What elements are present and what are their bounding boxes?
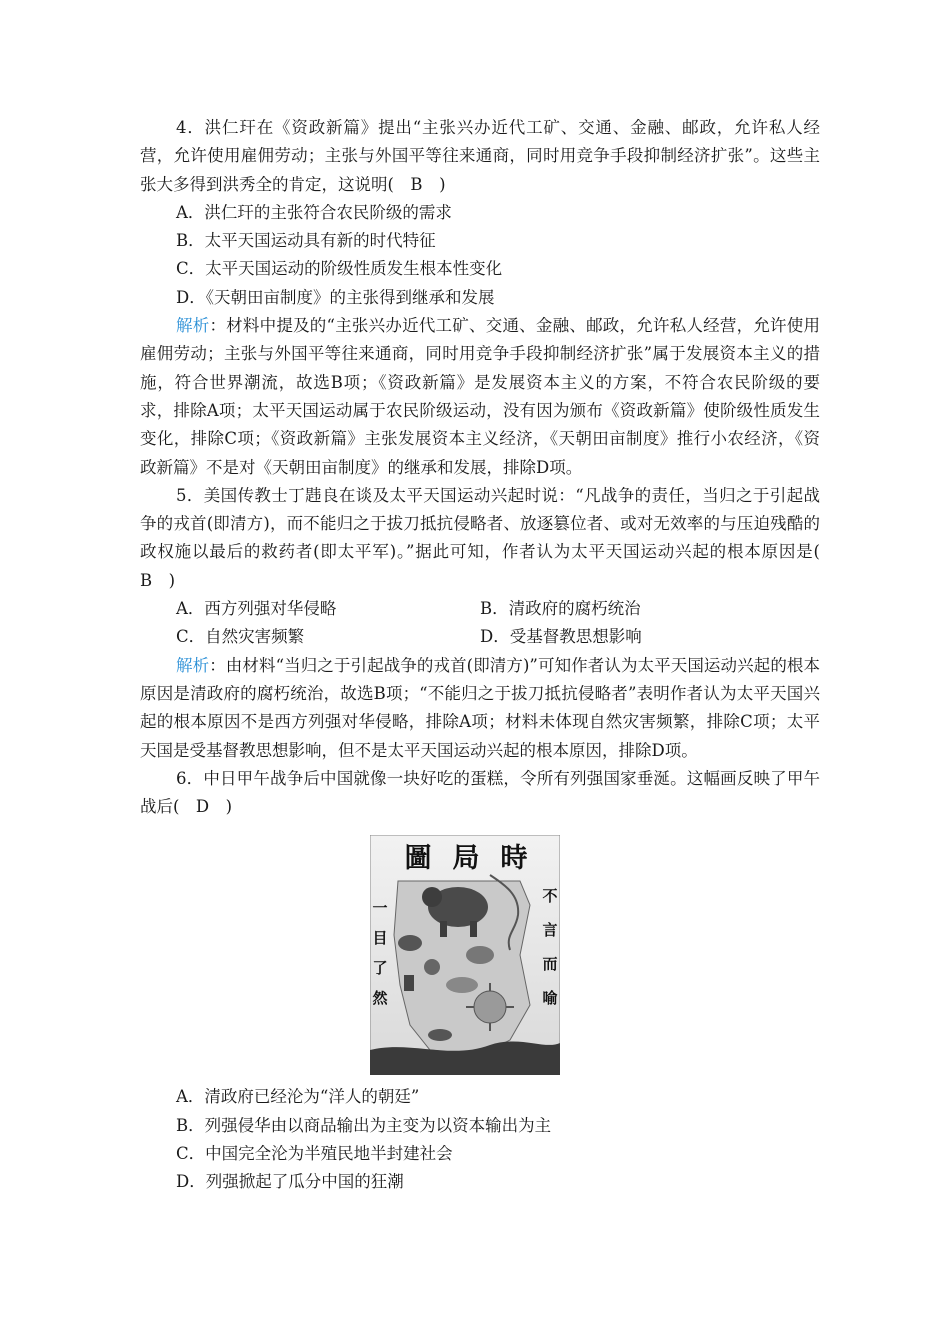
left-char-1: 一: [372, 899, 388, 918]
question-5: [140, 482, 837, 765]
question-5-stem: 5．美国传教士丁韪良在谈及太平天国运动兴起时说：“凡战争的责任，当归之于引起战争的戎首(即清方)，而不能归之于拔刀抵抗侵略者、放逐篡位者、或对无效率的与压迫残酷的政权施以最后的救药者(即太平军)。”据此可知，作者认为太平天国运动兴起的根本原因是( B ): [140, 485, 837, 590]
analysis-label: 解析: [176, 316, 210, 336]
question-5-option-b: B．清政府的腐朽统治: [480, 599, 641, 619]
shiju-tu-cartoon: [370, 835, 560, 1075]
question-5-analysis: [140, 652, 820, 765]
title-char-3: 時: [500, 843, 528, 875]
analysis-label: 解析: [176, 655, 210, 675]
title-char-2: 局: [452, 843, 480, 875]
question-6: [140, 765, 820, 1197]
question-4-option-a: A．洪仁玕的主张符合农民阶级的需求: [176, 202, 452, 222]
question-6-option-c: C．中国完全沦为半殖民地半封建社会: [176, 1144, 453, 1164]
question-5-option-c: C．自然灾害频繁: [176, 627, 305, 647]
left-char-3: 了: [372, 959, 388, 978]
right-char-2: 言: [542, 921, 558, 940]
title-char-1: 圖: [404, 843, 432, 875]
right-char-1: 不: [542, 887, 558, 906]
right-char-3: 而: [542, 955, 558, 974]
question-5-options-row-2: [140, 623, 820, 651]
question-4-stem: 4．洪仁玕在《资政新篇》提出“主张兴办近代工矿、交通、金融、邮政，允许私人经营，允许使用雇佣劳动；主张与外国平等往来通商，同时用竞争手段抑制经济扩张”。这些主张大多得到洪秀全的肯定，这说明( B ): [140, 118, 820, 194]
left-char-4: 然: [372, 989, 388, 1008]
question-4: [140, 114, 820, 482]
right-char-4: 喻: [542, 989, 558, 1008]
figure-container: [140, 835, 820, 1075]
question-6-option-b: B．列强侵华由以商品输出为主变为以资本输出为主: [176, 1115, 552, 1135]
analysis-text: ：由材料“当归之于引起战争的戎首(即清方)”可知作者认为太平天国运动兴起的根本原因是清政府的腐朽统治，故选B项；“不能归之于拔刀抵抗侵略者”表明作者认为太平天国兴起的根本原因不是西方列强对华侵略，排除A项；材料未体现自然灾害频繁，排除C项；太平天国是受基督教思想影响，但不是太平天国运动兴起的根本原因，排除D项。: [140, 655, 821, 760]
question-6-stem: 6．中日甲午战争后中国就像一块好吃的蛋糕，令所有列强国家垂涎。这幅画反映了甲午战后( D ): [140, 768, 820, 817]
cartoon-image: [370, 835, 560, 1075]
left-char-2: 目: [372, 929, 388, 948]
question-6-option-a: A．清政府已经沦为“洋人的朝廷”: [176, 1087, 420, 1107]
analysis-text: ：材料中提及的“主张兴办近代工矿、交通、金融、邮政，允许私人经营，允许使用雇佣劳动；主张与外国平等往来通商，同时用竞争手段抑制经济扩张”属于发展资本主义的措施，符合世界潮流，故选B项；《资政新篇》是发展资本主义的方案，不符合农民阶级的要求，排除A项；太平天国运动属于农民阶级运动，没有因为颁布《资政新篇》使阶级性质发生变化，排除C项；《资政新篇》主张发展资本主义经济，《天朝田亩制度》推行小农经济，《资政新篇》不是对《天朝田亩制度》的继承和发展，排除D项。: [140, 316, 821, 477]
question-4-option-b: B．太平天国运动具有新的时代特征: [176, 231, 436, 251]
question-4-option-d: D．《天朝田亩制度》的主张得到继承和发展: [176, 287, 495, 307]
question-5-options-row-1: [140, 595, 820, 623]
question-6-option-d: D．列强掀起了瓜分中国的狂潮: [176, 1172, 404, 1192]
question-5-option-d: D．受基督教思想影响: [480, 627, 642, 647]
question-4-analysis: [140, 312, 820, 482]
question-4-option-c: C．太平天国运动的阶级性质发生根本性变化: [176, 259, 503, 279]
document-body: [140, 114, 837, 1197]
question-5-option-a: A．西方列强对华侵略: [176, 599, 337, 619]
